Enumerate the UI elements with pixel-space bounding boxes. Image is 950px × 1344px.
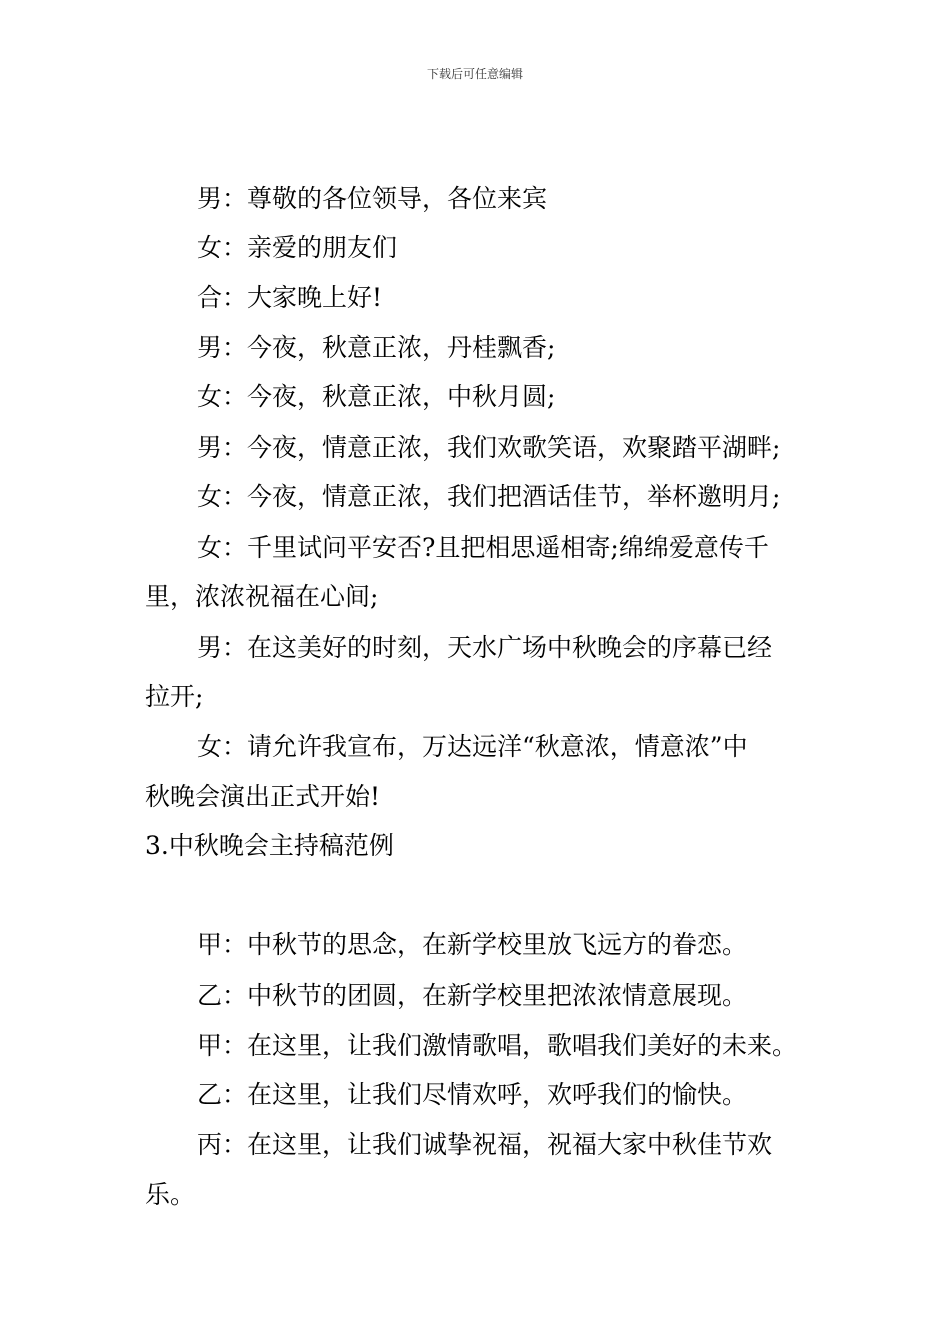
text-line: 女：今夜，秋意正浓，中秋月圆; (197, 382, 556, 411)
text-line: 女：千里试问平安否?且把相思遥相寄;绵绵爱意传千 (197, 533, 769, 562)
text-line: 女：今夜，情意正浓，我们把酒话佳节，举杯邀明月; (197, 482, 781, 511)
text-line: 男：今夜，情意正浓，我们欢歌笑语，欢聚踏平湖畔; (197, 433, 781, 462)
text-line: 丙：在这里，让我们诚挚祝福，祝福大家中秋佳节欢 (197, 1130, 773, 1159)
text-line: 男：在这美好的时刻，天水广场中秋晚会的序幕已经 (197, 633, 773, 662)
page-header: 下载后可任意编辑 (426, 67, 523, 81)
text-line: 男：今夜，秋意正浓，丹桂飘香; (197, 333, 556, 362)
section-heading: 3.中秋晚会主持稿范例 (145, 831, 394, 860)
text-line: 女：亲爱的朋友们 (197, 233, 398, 262)
text-line: 女：请允许我宣布，万达远洋“秋意浓，情意浓”中 (197, 732, 748, 761)
text-line: 男：尊敬的各位领导，各位来宾 (197, 184, 548, 213)
text-line: 乙：在这里，让我们尽情欢呼，欢呼我们的愉快。 (197, 1080, 748, 1109)
text-line: 甲：在这里，让我们激情歌唱，歌唱我们美好的未来。 (197, 1031, 798, 1060)
text-line: 里，浓浓祝福在心间; (145, 582, 379, 611)
text-line: 甲：中秋节的思念，在新学校里放飞远方的眷恋。 (197, 930, 748, 959)
text-line: 合：大家晚上好! (197, 283, 383, 312)
text-line: 拉开; (145, 682, 204, 711)
text-line: 乐。 (145, 1180, 196, 1209)
text-line: 乙：中秋节的团圆，在新学校里把浓浓情意展现。 (197, 981, 748, 1010)
text-line: 秋晚会演出正式开始! (145, 782, 381, 811)
